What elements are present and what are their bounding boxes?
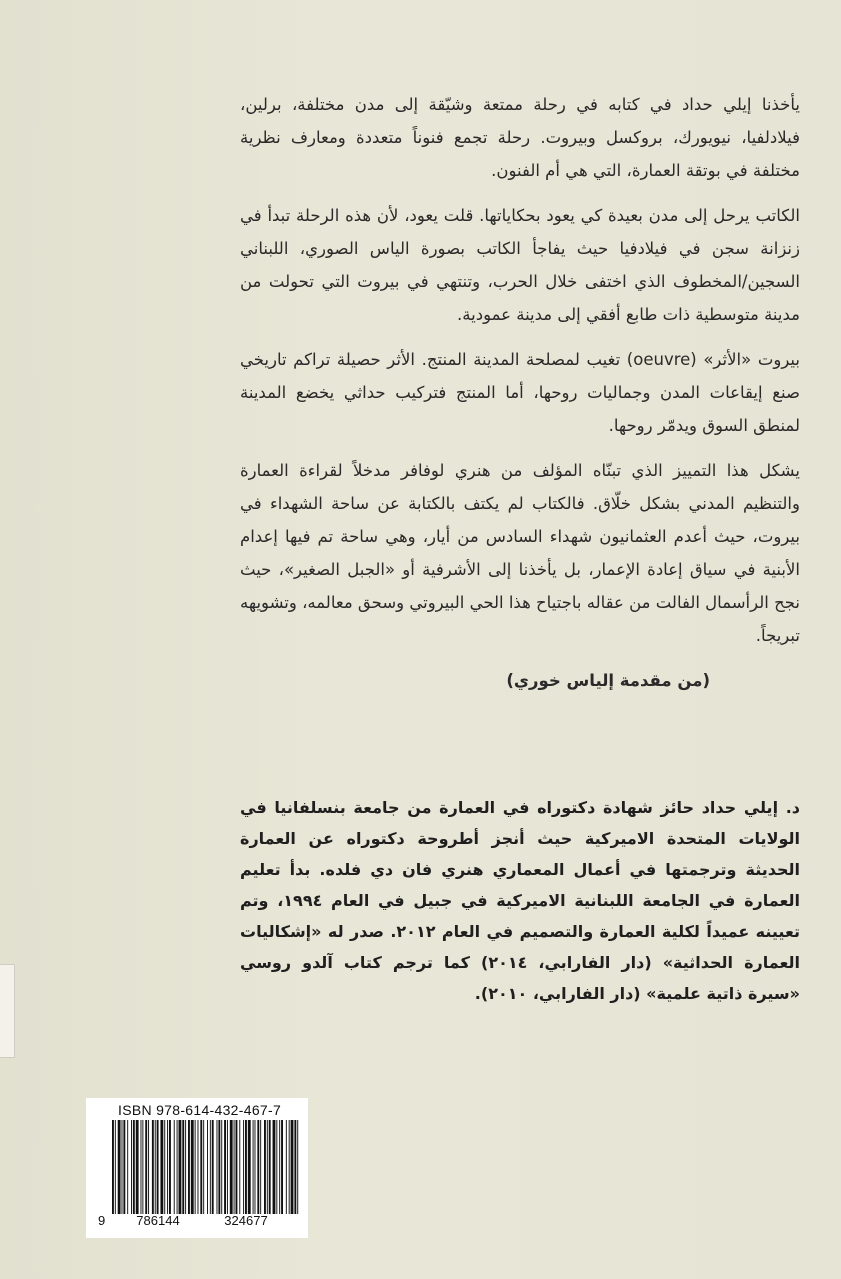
barcode-bar (185, 1120, 186, 1214)
barcode-digits-left: 786144 (136, 1213, 180, 1228)
blurb-paragraph-1: يأخذنا إيلي حداد في كتابه في رحلة ممتعة وشيّقة إلى مدن مختلفة، برلين، فيلادلفيا، نيويورك، بروكسل وبيروت. رحلة تجمع فنوناً متعددة ومعارف نظرية مختلفة في بوتقة العمارة، التي هي أم الفنون. (240, 95, 800, 180)
barcode-bar (177, 1120, 178, 1214)
barcode-bar (289, 1120, 290, 1214)
barcode-bar (245, 1120, 247, 1214)
barcode-bar (122, 1120, 123, 1214)
barcode-bar (160, 1120, 163, 1214)
barcode-bar (182, 1120, 184, 1214)
barcode-bar (141, 1120, 142, 1214)
barcode-bar (167, 1120, 168, 1214)
barcode-bar (200, 1120, 202, 1214)
barcode-bar (148, 1120, 149, 1214)
blurb-paragraph-4: يشكل هذا التمييز الذي تبنّاه المؤلف من هنري لوفافر مدخلاً لقراءة العمارة والتنظيم المدني بشكل خلّاق. فالكتاب لم يكتف بالكتابة عن ساحة الشهداء في بيروت، حيث أعدم العثمانيون شهداء السادس من أيار، وهي ساحة تم فيها إعدام الأبنية في سياق إعادة الإعمار، بل يأخذنا إلى الأشرفية أو «الجبل الصغير»، حيث نجح الرأسمال الفالت من عقاله باجتياح هذا الحي البيروتي وسحق معالمه، وتشويهه تبريجاً. (240, 461, 800, 645)
barcode-bar (142, 1120, 143, 1214)
barcode-bar (279, 1120, 280, 1214)
barcode-bar (217, 1120, 218, 1214)
barcode-digit-lead: 9 (98, 1213, 106, 1228)
barcode-bar (179, 1120, 182, 1214)
barcode-bar (297, 1120, 298, 1214)
blurb-credit: (من مقدمة إلياس خوري) (506, 671, 710, 690)
barcode-bar (243, 1120, 244, 1214)
barcode-bar (224, 1120, 226, 1214)
barcode-bar (191, 1120, 194, 1214)
barcode-digits (98, 1213, 294, 1228)
author-bio: د. إيلي حداد حائز شهادة دكتوراه في العمارة من جامعة بنسلفانيا في الولايات المتحدة الاميركية حيث أنجز أطروحة دكتوراه عن العمارة الحديثة وترجمتها في أعمال المعماري هنري فان دي فلده. بدأ تعليم العمارة في الجامعة اللبنانية الاميركية في جبيل في العام ١٩٩٤، وتم تعيينه عميداً لكلية العمارة والتصميم في العام ٢٠١٢. صدر له «إشكاليات العمارة الحداثية» (دار الفارابي، ٢٠١٤) كما ترجم كتاب آلدو روسي «سيرة ذاتية علمية» (دار الفارابي، ٢٠١٠). (240, 798, 801, 1003)
barcode-bar (253, 1120, 254, 1214)
barcode-bar (236, 1120, 238, 1214)
blurb-paragraph-2: الكاتب يرحل إلى مدن بعيدة كي يعود بحكاياتها. قلت يعود، لأن هذه الرحلة تبدأ في زنزانة سجن في فيلادفيا حيث يفاجأ الكاتب بصورة الياس الصوري، اللبناني السجين/المخطوف الذي اختفى خلال الحرب، وتنتهي في بيروت التي تحولت من مدينة متوسطية ذات طابع أفقي إلى مدينة عمودية. (240, 206, 800, 324)
barcode-bar (218, 1120, 220, 1214)
barcode-bar (273, 1120, 276, 1214)
barcode-bar (207, 1120, 208, 1214)
barcode-bar (255, 1120, 256, 1214)
barcode-bar (112, 1120, 114, 1214)
barcode-bars (112, 1120, 300, 1214)
barcode-digits-right: 324677 (224, 1213, 268, 1228)
barcode-bar (188, 1120, 190, 1214)
barcode-bar (169, 1120, 171, 1214)
barcode-bar (286, 1120, 287, 1214)
barcode-bar (164, 1120, 165, 1214)
barcode-bar (291, 1120, 294, 1214)
barcode-bar (203, 1120, 204, 1214)
barcode-bar (239, 1120, 240, 1214)
barcode-bar (294, 1120, 296, 1214)
barcode-bar (269, 1120, 271, 1214)
barcode-bar (131, 1120, 132, 1214)
isbn-label: ISBN 978-614-432-467-7 (118, 1102, 282, 1118)
barcode-bar (230, 1120, 233, 1214)
barcode-bar (212, 1120, 214, 1214)
barcode-bar (198, 1120, 199, 1214)
library-label-strip (0, 964, 15, 1058)
barcode-bar (276, 1120, 277, 1214)
barcode-bar (260, 1120, 261, 1214)
barcode-bar (152, 1120, 154, 1214)
barcode-bar (210, 1120, 211, 1214)
barcode-bar (118, 1120, 121, 1214)
barcode-bar (174, 1120, 175, 1214)
barcode-bar (281, 1120, 283, 1214)
blurb-paragraph-3: بيروت «الأثر» (oeuvre) تغيب لمصلحة المدينة المنتج. الأثر حصيلة تراكم تاريخي صنع إيقاعات المدن وجماليات روحها، أما المنتج فتركيب حداثي يخضع المدينة لمنطق السوق ويدمّر روحها. (240, 350, 800, 435)
barcode-bar (221, 1120, 222, 1214)
barcode-bar (145, 1120, 147, 1214)
barcode-bar (157, 1120, 159, 1214)
barcode-bar (267, 1120, 268, 1214)
blurb-section (240, 88, 800, 697)
barcode-bar (264, 1120, 266, 1214)
barcode-bar (127, 1120, 128, 1214)
barcode-bar (257, 1120, 259, 1214)
barcode-bar (195, 1120, 196, 1214)
barcode-bar (248, 1120, 251, 1214)
barcode-bar (136, 1120, 139, 1214)
barcode-bar (155, 1120, 156, 1214)
barcode-bar (115, 1120, 116, 1214)
barcode-bar (133, 1120, 135, 1214)
barcode-bar (227, 1120, 228, 1214)
barcode-bar (123, 1120, 125, 1214)
barcode-bar (234, 1120, 235, 1214)
